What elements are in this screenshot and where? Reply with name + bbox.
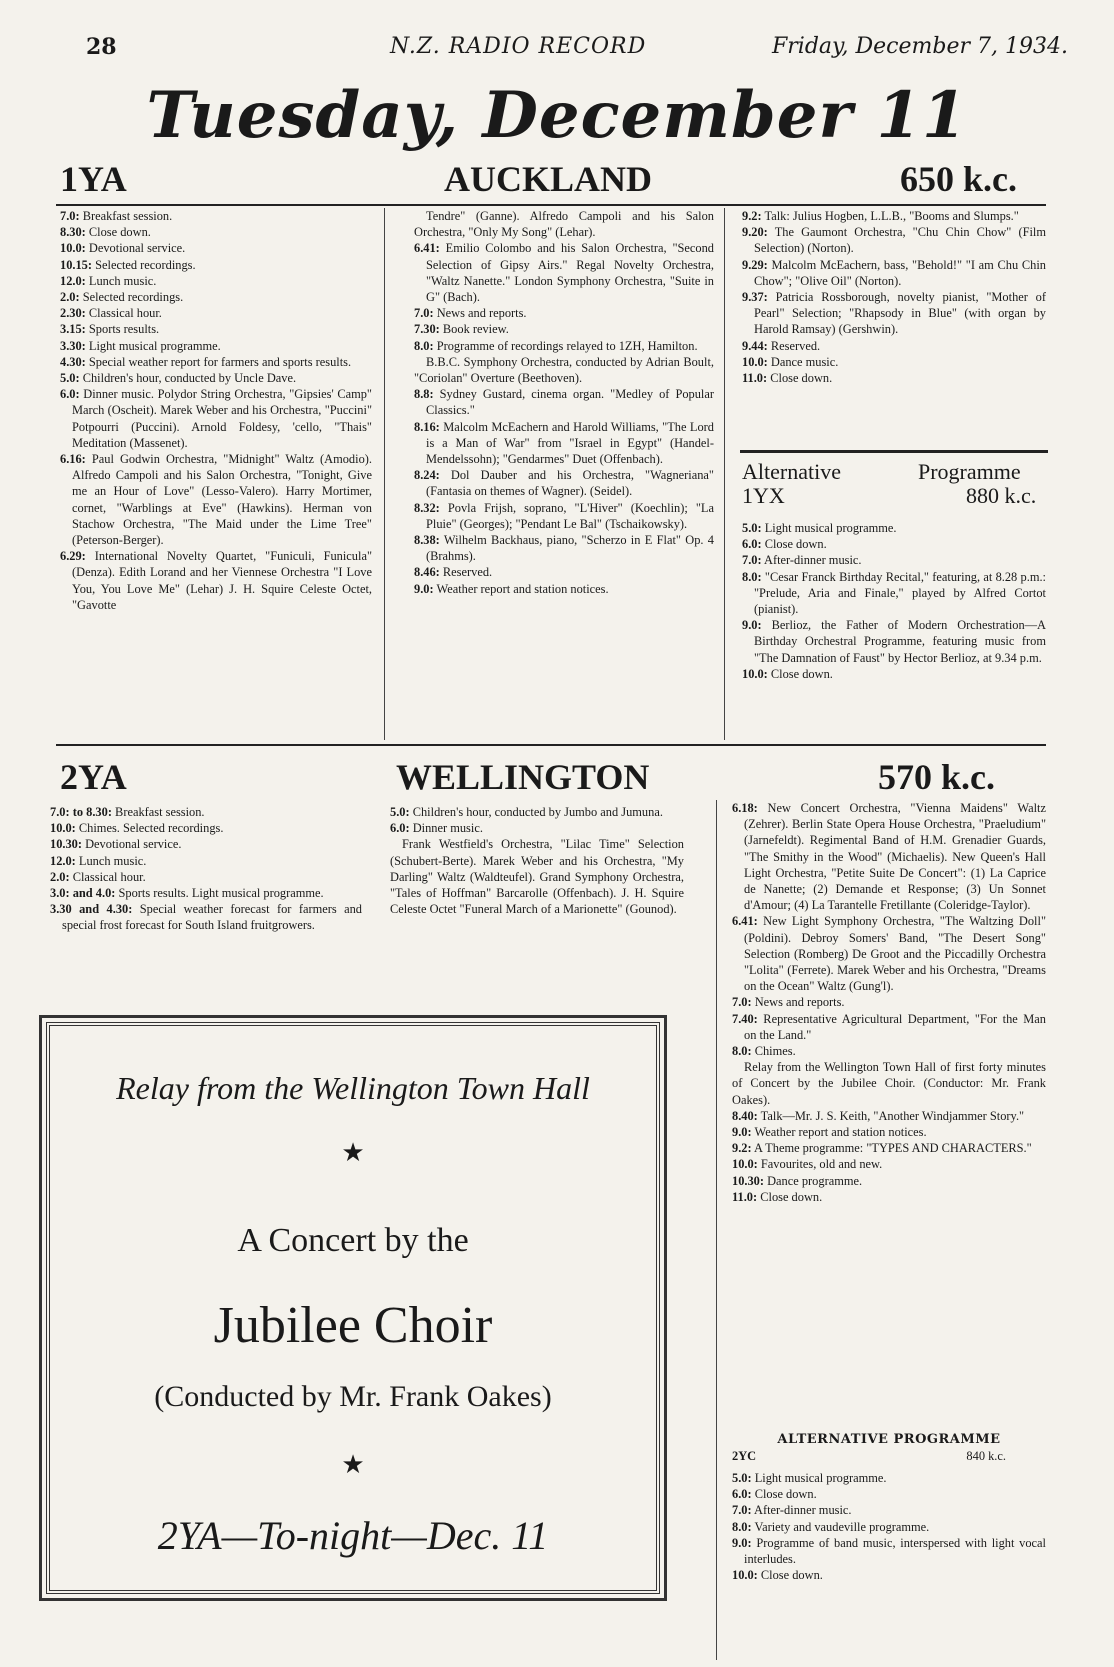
programme-entry: 7.0: News and reports. (414, 306, 527, 321)
programme-entry: 8.8: Sydney Gustard, cinema organ. "Medley of Popular Classics." (414, 387, 714, 418)
programme-entry: 2.0: Classical hour. (50, 869, 146, 884)
programme-entry: 11.0: Close down. (732, 1189, 823, 1204)
programme-entry: 12.0: Lunch music. (50, 853, 147, 868)
programme-entry: 7.0: to 8.30: Breakfast session. (50, 805, 205, 819)
station-city-wellington: WELLINGTON (396, 757, 650, 797)
ad-date-line: 2YA—To-night—Dec. 11 (157, 1513, 549, 1558)
column-divider (384, 208, 385, 740)
programme-entry: 11.0: Close down. (742, 371, 833, 386)
station-city-auckland: AUCKLAND (444, 159, 653, 199)
running-head (0, 34, 1114, 62)
alt-call-row-2yc (732, 1448, 1046, 1464)
programme-entry: 3.0: and 4.0: Sports results. Light musical programme. (50, 886, 324, 901)
alt-label-right: Programme (918, 459, 1021, 484)
station-freq-1ya: 650 k.c. (900, 159, 1017, 199)
column-divider (716, 800, 717, 1660)
programme-entry: 9.2: A Theme programme: "TYPES AND CHARACTERS." (732, 1141, 1032, 1156)
alt-freq-1yx: 880 k.c. (966, 483, 1037, 508)
programme-entry: 7.40: Representative Agricultural Department, "For the Man on the Land." (732, 1011, 1046, 1042)
programme-entry: Frank Westfield's Orchestra, "Lilac Time" Selection (Schubert-Berte). Marek Weber and his Orchestra, "My Darling" Waltz (Waldteufel). Grand Symphony Orchestra, "Tales of Hoffman" Barcarolle (Offenbach). J. H. Squire Celeste Octet "Funeral March of a Marionette" (Gounod). (390, 837, 684, 917)
masthead: N.Z. RADIO RECORD (390, 34, 647, 59)
programme-entry: 8.24: Dol Dauber and his Orchestra, "Wagneriana" (Fantasia on themes of Wagner). (Seidel). (414, 468, 714, 499)
station-call-1ya: 1YA (60, 159, 127, 199)
programme-entry: 6.41: New Light Symphony Orchestra, "The Waltzing Doll" (Poldini). Debroy Somers' Band, "The Desert Song" Selection (Romberg) De Groot and the Piccadilly Orchestra "Lolita" (Ferrete). Marek Weber and his Orchestra, "Dreams on the Ocean" Waltz (Gung'l). (732, 914, 1046, 994)
programme-entry: 8.30: Close down. (60, 225, 151, 240)
alt-freq-2yc: 840 k.c. (966, 1449, 1006, 1463)
programme-entry: 8.46: Reserved. (414, 565, 493, 580)
programme-entry: 7.0: News and reports. (732, 995, 845, 1010)
programme-entry: 6.41: Emilio Colombo and his Salon Orchestra, "Second Selection of Gipsy Airs." Regal Novelty Orchestra, "Waltz Nanette." London Symphony Orchestra, "Suite in G" (Bach). (414, 241, 714, 305)
header-rule (56, 204, 1046, 206)
programme-entry: 5.0: Light musical programme. (742, 521, 897, 535)
programme-entry: 6.18: New Concert Orchestra, "Vienna Maidens" Waltz (Zehrer). Berlin State Opera House Orchestra, "Praeludium" (Jarnefeldt). Regimental Band of H.M. Grenadier Guards, "The Smithy in the Wood" (Michaelis). New Queen's Hall Light Orchestra, "Petite Suite De Concert": (1) La Caprice de Nanette; (2) Demande et Response; (3) Un Sonnet d'Amour; (4) La Tarantelle Fretillante (Coleridge-Taylor). (732, 801, 1046, 913)
programme-entry: 8.32: Povla Frijsh, soprano, "L'Hiver" (Koechlin); "La Pluie" (Georges); "Pendant Le Bal" (Tschaikowsky). (414, 500, 714, 531)
programme-entry: 10.0: Close down. (732, 1568, 823, 1583)
programme-entry: 8.0: "Cesar Franck Birthday Recital," featuring, at 8.28 p.m.: "Prelude, Aria and Finale," played by Alfred Cortot (pianist). (742, 569, 1046, 617)
programme-entry: 9.44: Reserved. (742, 338, 821, 353)
ad-choir-name: Jubilee Choir (213, 1297, 493, 1354)
column-2ya-left (50, 804, 362, 934)
programme-entry: 7.0: After-dinner music. (742, 553, 862, 568)
programme-entry: Tendre" (Ganne). Alfredo Campoli and his Salon Orchestra, "Only My Song" (Lehar). (414, 209, 714, 240)
programme-entry: 9.2: Talk: Julius Hogben, L.L.B., "Booms and Slumps." (742, 209, 1019, 223)
programme-entry: 6.0: Close down. (742, 537, 827, 552)
programme-entry: 9.20: The Gaumont Orchestra, "Chu Chin Chow" (Film Selection) (Norton). (742, 225, 1046, 256)
alt-call-2yc: 2YC (732, 1449, 757, 1463)
programme-entry: 8.0: Programme of recordings relayed to 1ZH, Hamilton. (414, 338, 698, 353)
programme-entry: 9.0: Programme of band music, interspersed with light vocal interludes. (732, 1535, 1046, 1567)
day-title: Tuesday, December 11 (146, 78, 968, 153)
programme-entry: Relay from the Wellington Town Hall of first forty minutes of Concert by the Jubilee Choir. (Conductor: Mr. Frank Oakes). (732, 1060, 1046, 1107)
station-freq-2ya: 570 k.c. (878, 757, 995, 797)
column-2ya-right (732, 800, 1046, 1205)
programme-entry: 10.0: Chimes. Selected recordings. (50, 821, 224, 836)
programme-entry: 9.0: Berlioz, the Father of Modern Orchestration—A Birthday Orchestral Programme, featuring music from "The Damnation of Faust" by Hector Berlioz, at 9.34 p.m. (742, 618, 1046, 665)
programme-entry: 12.0: Lunch music. (60, 273, 157, 288)
programme-entry: 7.0: Breakfast session. (60, 209, 173, 223)
programme-entry: 10.30: Devotional service. (50, 837, 182, 852)
programme-entry: 10.0: Devotional service. (60, 241, 186, 256)
programme-entry: 10.15: Selected recordings. (60, 257, 196, 272)
column-divider (724, 208, 725, 740)
programme-entry: 10.0: Close down. (742, 666, 833, 681)
section-rule (56, 744, 1046, 746)
alt-call-1yx: 1YX (742, 483, 785, 508)
programme-entry: 4.30: Special weather report for farmers and sports results. (60, 354, 352, 369)
programme-entry: 9.0: Weather report and station notices. (414, 581, 609, 596)
programme-entry: 8.0: Variety and vaudeville programme. (732, 1519, 930, 1534)
programme-entry: 2.30: Classical hour. (60, 306, 162, 321)
programme-entry: 9.29: Malcolm McEachern, bass, "Behold!" "I am Chu Chin Chow"; "Olive Oil" (Norton). (742, 257, 1046, 288)
star-icon: ★ (341, 1450, 365, 1480)
column-2ya-middle (390, 804, 684, 917)
programme-entry: 6.0: Dinner music. (390, 821, 483, 836)
column-1ya-middle (414, 208, 714, 597)
programme-entry: 2.0: Selected recordings. (60, 290, 184, 305)
programme-entry: 8.40: Talk—Mr. J. S. Keith, "Another Windjammer Story." (732, 1108, 1025, 1123)
programme-entry: 8.16: Malcolm McEachern and Harold Williams, "The Lord is a Man of War" from "Israel in Egypt" (Handel-Mendelssohn); "Gendarmes" Duet (Offenbach). (414, 419, 714, 467)
star-icon: ★ (341, 1138, 365, 1168)
programme-entry: 10.0: Favourites, old and new. (732, 1157, 883, 1172)
programme-entry: 6.16: Paul Godwin Orchestra, "Midnight" Waltz (Amodio). Alfredo Campoli and his Salon Orchestra, "Tonight, Give me an Hour of Love" (Lesso-Valero). Harry Mortimer, cornet, "Warblings at Eve" (Hawkins). Herman von Stachow Orchestra, "The Maid under the Lime Tree" (Peterson-Berger). (60, 452, 372, 548)
programme-entry: 9.37: Patricia Rossborough, novelty pianist, "Mother of Pearl" Selection; "Rhapsody in Blue" (with organ by Harold Ramsay) (Gershwin). (742, 290, 1046, 337)
page-number: 28 (86, 34, 117, 60)
programme-entry: 3.30 and 4.30: Special weather forecast for farmers and special frost forecast for South Island fruitgrowers. (50, 902, 363, 933)
column-1ya-right (742, 208, 1046, 386)
station-call-2ya: 2YA (60, 757, 127, 797)
programme-entry: 6.0: Close down. (732, 1487, 817, 1502)
alt-label-left: Alternative (742, 459, 841, 484)
issue-date: Friday, December 7, 1934. (772, 34, 1068, 59)
programme-entry: 6.29: International Novelty Quartet, "Funiculi, Funicula" (Denza). Edith Lorand and her Viennese Orchestra "I Love You, You Love Me" (Lehar) J. H. Squire Celeste Octet, "Gavotte (60, 549, 372, 612)
programme-entry: 5.0: Children's hour, conducted by Uncle Dave. (60, 371, 297, 386)
programme-entry: 3.30: Light musical programme. (60, 338, 221, 353)
programme-entry: 8.38: Wilhelm Backhaus, piano, "Scherzo in E Flat" Op. 4 (Brahms). (414, 533, 714, 564)
programme-entry: 8.0: Chimes. (732, 1044, 796, 1059)
programme-entry: 5.0: Children's hour, conducted by Jumbo and Jumuna. (390, 805, 663, 819)
ad-concert-line: A Concert by the (237, 1222, 469, 1259)
alt-rule (740, 450, 1048, 453)
relay-advertisement (46, 1022, 660, 1594)
alt-title-2yc: ALTERNATIVE PROGRAMME (777, 1432, 1001, 1447)
programme-entry: 3.15: Sports results. (60, 322, 160, 337)
programme-entry: 10.30: Dance programme. (732, 1173, 863, 1188)
ad-relay-line: Relay from the Wellington Town Hall (116, 1070, 590, 1106)
column-1ya-left (60, 208, 372, 613)
alt-list-2yc (732, 1470, 1046, 1583)
ad-conductor-line: (Conducted by Mr. Frank Oakes) (154, 1380, 552, 1413)
programme-entry: 9.0: Weather report and station notices. (732, 1125, 927, 1140)
programme-entry: B.B.C. Symphony Orchestra, conducted by Adrian Boult, "Coriolan" Overture (Beethoven). (414, 354, 714, 386)
programme-entry: 7.30: Book review. (414, 322, 509, 337)
programme-entry: 6.0: Dinner music. Polydor String Orchestra, "Gipsies' Camp" March (Oscheit). Marek Weber and his Orchestra, "Puccini" Potpourri (Puccini). Arnold Foldesy, 'cello, "Thais" Meditation (Massenet). (60, 387, 372, 450)
programme-entry: 7.0: After-dinner music. (732, 1503, 852, 1518)
alt-list-1yx (742, 520, 1046, 682)
programme-entry: 5.0: Light musical programme. (732, 1471, 887, 1485)
programme-entry: 10.0: Dance music. (742, 354, 839, 369)
